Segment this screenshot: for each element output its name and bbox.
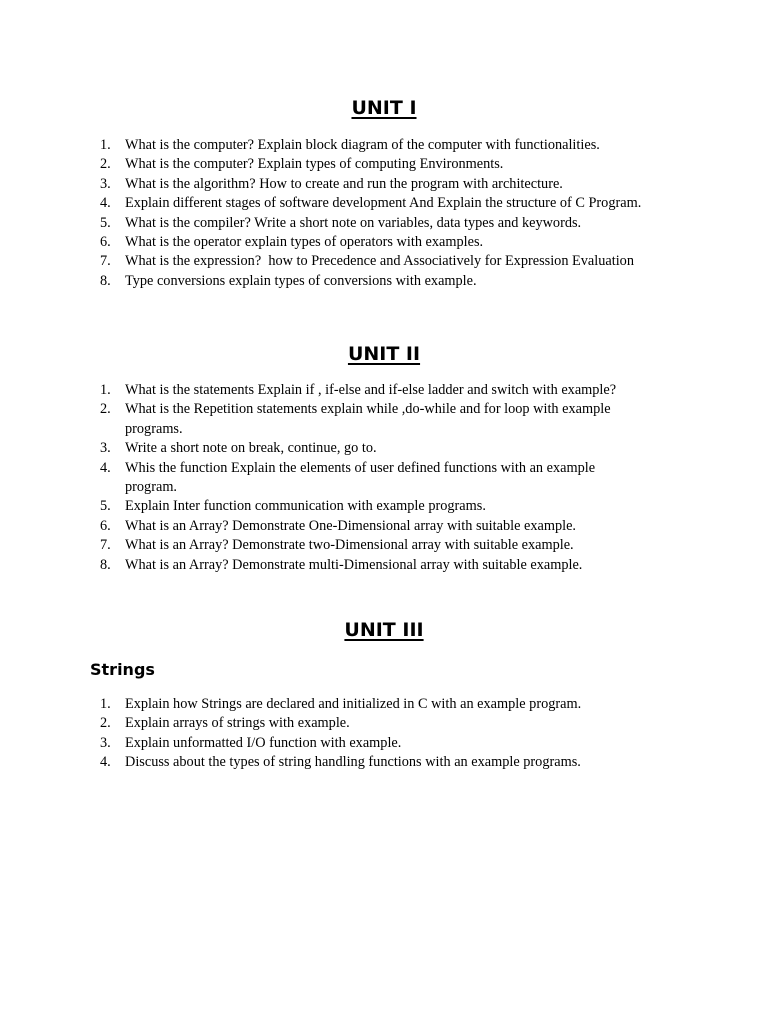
- item-number: 5.: [100, 214, 111, 231]
- unit-3-question-list: [0, 695, 700, 773]
- unit-1-question-list: [0, 136, 700, 291]
- item-number: 2.: [100, 156, 111, 173]
- list-item: [0, 272, 700, 291]
- item-text: Explain unformatted I/O function with example.: [125, 734, 402, 751]
- unit-2-question-list: [0, 381, 640, 575]
- item-text: What is the expression? how to Precedence and Associatively for Expression Evaluation: [125, 253, 634, 270]
- item-number: 4.: [100, 754, 111, 771]
- item-text: What is an Array? Demonstrate two-Dimensional array with suitable example.: [125, 537, 574, 554]
- list-item: [0, 556, 640, 575]
- item-text: Discuss about the types of string handling functions with an example programs.: [125, 754, 581, 771]
- list-item: [0, 175, 700, 194]
- list-item: [0, 233, 700, 252]
- item-text: What is the Repetition statements explain while ,do-while and for loop with example programs.: [125, 401, 611, 437]
- item-text: Write a short note on break, continue, go to.: [125, 440, 377, 457]
- item-text: Type conversions explain types of conversions with example.: [125, 272, 477, 289]
- item-number: 4.: [100, 459, 111, 476]
- strings-subheading: Strings: [90, 660, 155, 679]
- item-text: Whis the function Explain the elements of user defined functions with an example program.: [125, 459, 596, 496]
- list-item: [0, 400, 640, 439]
- list-item: [0, 695, 700, 714]
- list-item: [0, 439, 640, 458]
- item-text: Explain arrays of strings with example.: [125, 715, 350, 732]
- list-item: [0, 136, 700, 155]
- item-number: 4.: [100, 195, 111, 212]
- item-number: 7.: [100, 537, 111, 554]
- unit-3-heading: UNIT III: [344, 619, 424, 641]
- list-item: [0, 734, 700, 753]
- unit-2-heading: UNIT II: [347, 343, 421, 365]
- item-text: What is the operator explain types of operators with examples.: [125, 234, 484, 251]
- item-number: 2.: [100, 401, 111, 418]
- item-number: 3.: [100, 440, 111, 457]
- item-number: 8.: [100, 272, 111, 289]
- list-item: [0, 753, 700, 772]
- item-text: What is an Array? Demonstrate One-Dimensional array with suitable example.: [125, 517, 576, 534]
- item-number: 3.: [100, 175, 111, 192]
- list-item: [0, 252, 700, 271]
- item-text: What is the algorithm? How to create and run the program with architecture.: [125, 175, 563, 192]
- item-text: What is the compiler? Write a short note on variables, data types and keywords.: [125, 214, 582, 231]
- list-item: [0, 714, 700, 733]
- item-number: 8.: [100, 556, 111, 573]
- item-number: 1.: [100, 696, 111, 712]
- list-item: [0, 155, 700, 174]
- item-text: What is an Array? Demonstrate multi-Dimensional array with suitable example.: [125, 556, 583, 573]
- list-item: [0, 459, 640, 498]
- list-item: [0, 214, 700, 233]
- item-text: What is the computer? Explain block diagram of the computer with functionalities.: [125, 137, 600, 153]
- list-item: [0, 517, 640, 536]
- item-number: 1.: [100, 382, 111, 398]
- item-text: Explain different stages of software development And Explain the structure of C Program.: [125, 195, 642, 212]
- item-number: 3.: [100, 734, 111, 751]
- item-number: 6.: [100, 234, 111, 251]
- item-number: 5.: [100, 498, 111, 515]
- list-item: [0, 536, 640, 555]
- list-item: [0, 497, 640, 516]
- item-number: 1.: [100, 137, 111, 153]
- item-text: Explain Inter function communication with example programs.: [125, 498, 486, 515]
- unit-1-heading: UNIT I: [351, 97, 417, 119]
- item-text: Explain how Strings are declared and initialized in C with an example program.: [125, 696, 582, 712]
- item-number: 6.: [100, 517, 111, 534]
- item-number: 7.: [100, 253, 111, 270]
- list-item: [0, 381, 640, 400]
- item-text: What is the statements Explain if , if-else and if-else ladder and switch with example?: [125, 382, 617, 398]
- item-text: What is the computer? Explain types of computing Environments.: [125, 156, 504, 173]
- item-number: 2.: [100, 715, 111, 732]
- list-item: [0, 194, 700, 213]
